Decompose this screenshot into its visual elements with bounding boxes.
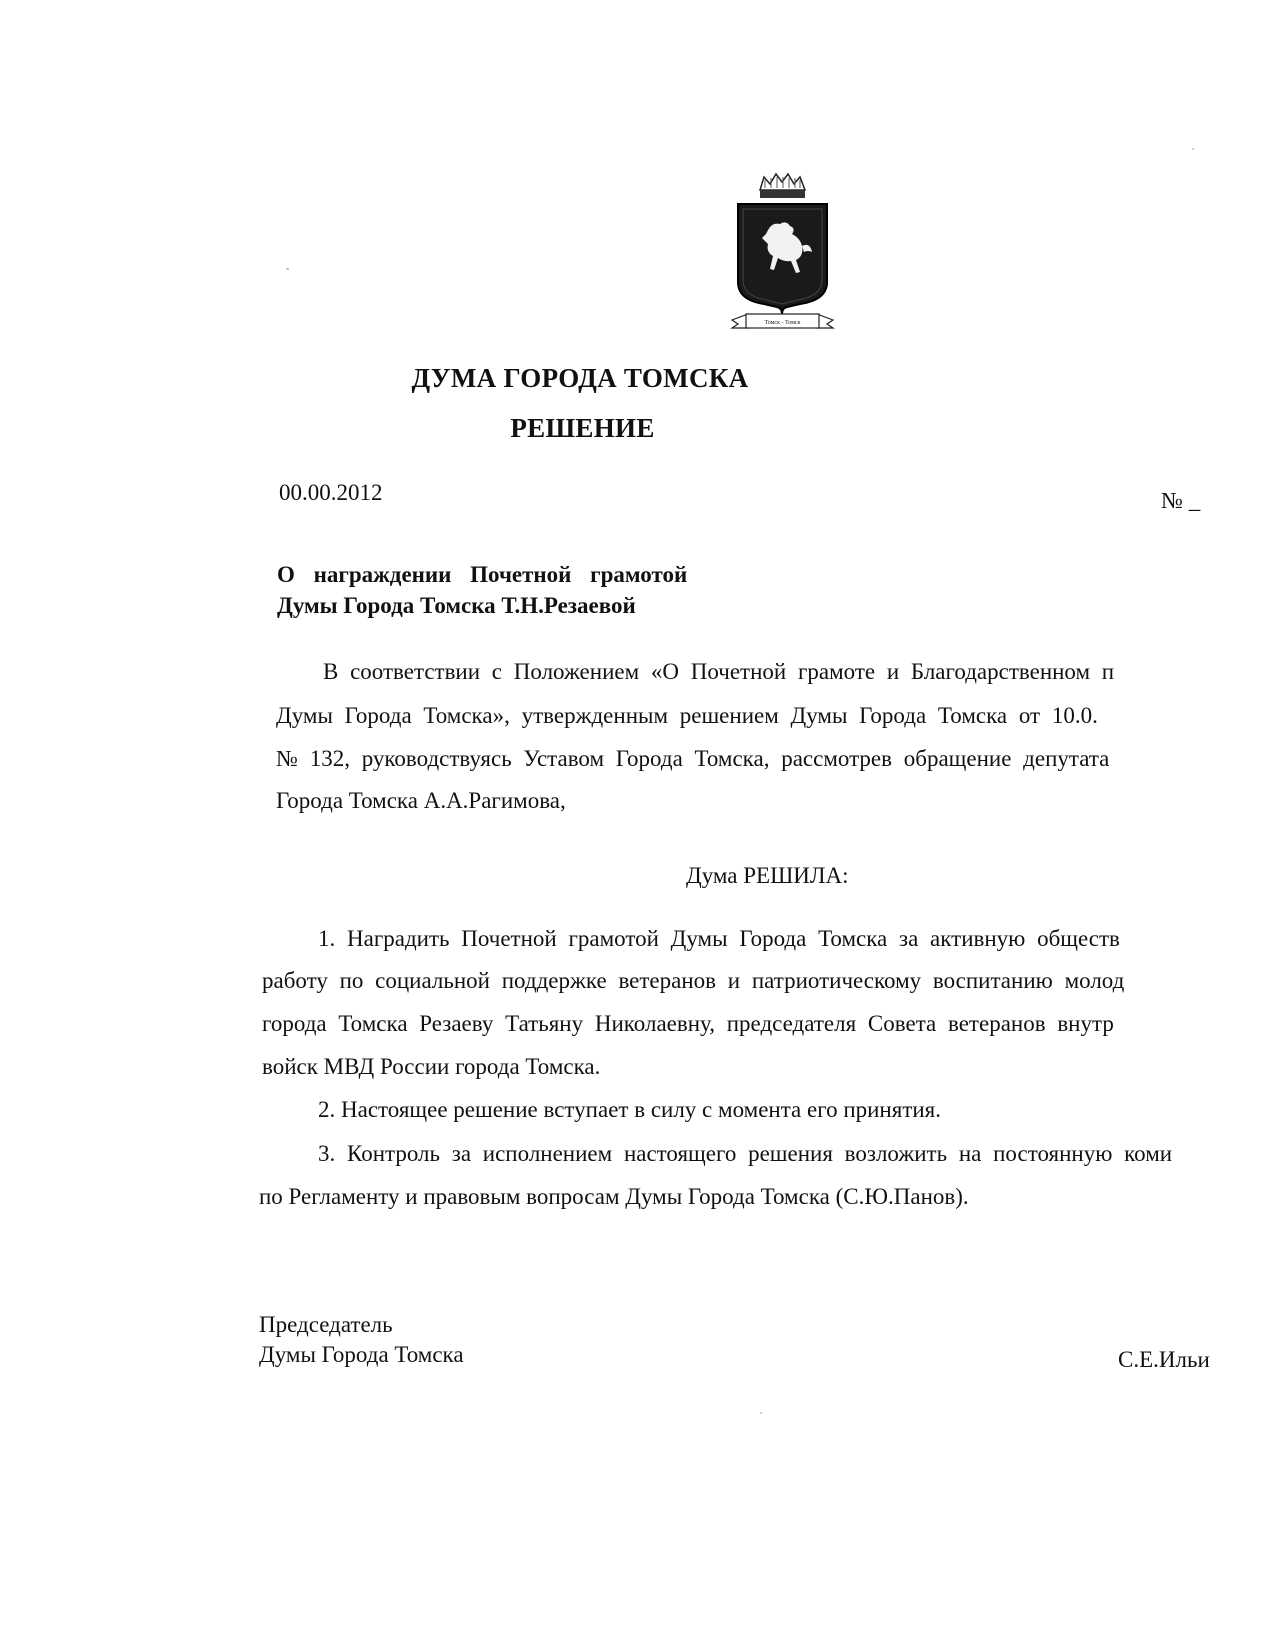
preamble-line: Города Томска А.А.Рагимова,: [276, 788, 566, 813]
signature-title-line-1: Председатель: [259, 1312, 393, 1337]
subject-line-2: Думы Города Томска Т.Н.Резаевой: [277, 593, 636, 618]
item-1-line: города Томска Резаеву Татьяну Николаевну, председателя Совета ветеранов внутр: [262, 1011, 1114, 1036]
svg-text:Томск - Томск: Томск - Томск: [764, 320, 801, 326]
preamble-line: № 132, руководствуясь Уставом Города Томска, рассмотрев обращение депутата: [276, 746, 1110, 771]
signature-title-line-2: Думы Города Томска: [259, 1342, 464, 1367]
item-1-line: 1. Наградить Почетной грамотой Думы Города Томска за активную обществ: [318, 926, 1120, 951]
item-1-line: работу по социальной поддержке ветеранов и патриотическому воспитанию молод: [262, 968, 1125, 993]
city-coat-of-arms-emblem: [730, 172, 835, 337]
item-3-line: 3. Контроль за исполнением настоящего решения возложить на постоянную коми: [318, 1141, 1173, 1166]
document-date: 00.00.2012: [279, 480, 383, 505]
document-number: № _: [1161, 488, 1201, 513]
scan-speck: [760, 1412, 762, 1414]
scan-speck: [1192, 148, 1194, 150]
item-3-line: по Регламенту и правовым вопросам Думы Города Томска (С.Ю.Панов).: [259, 1184, 969, 1209]
crown-icon: [760, 174, 805, 198]
motto-ribbon: [732, 314, 833, 328]
subject-line-1: О награждении Почетной грамотой: [277, 562, 688, 587]
decision-heading: Дума РЕШИЛА:: [686, 863, 849, 888]
scan-speck: [286, 268, 289, 270]
signatory-name: С.Е.Ильи: [1118, 1347, 1210, 1372]
document-type-heading: РЕШЕНИЕ: [510, 413, 655, 443]
item-1-line: войск МВД России города Томска.: [262, 1054, 601, 1079]
preamble-line: Думы Города Томска», утвержденным решением Думы Города Томска от 10.0.: [276, 703, 1098, 728]
organization-title: ДУМА ГОРОДА ТОМСКА: [411, 363, 749, 393]
item-2-line: 2. Настоящее решение вступает в силу с момента его принятия.: [318, 1097, 942, 1122]
signature-title: [259, 1310, 464, 1370]
preamble-line: В соответствии с Положением «О Почетной грамоте и Благодарственном п: [323, 659, 1115, 684]
document-subject: [277, 559, 687, 621]
